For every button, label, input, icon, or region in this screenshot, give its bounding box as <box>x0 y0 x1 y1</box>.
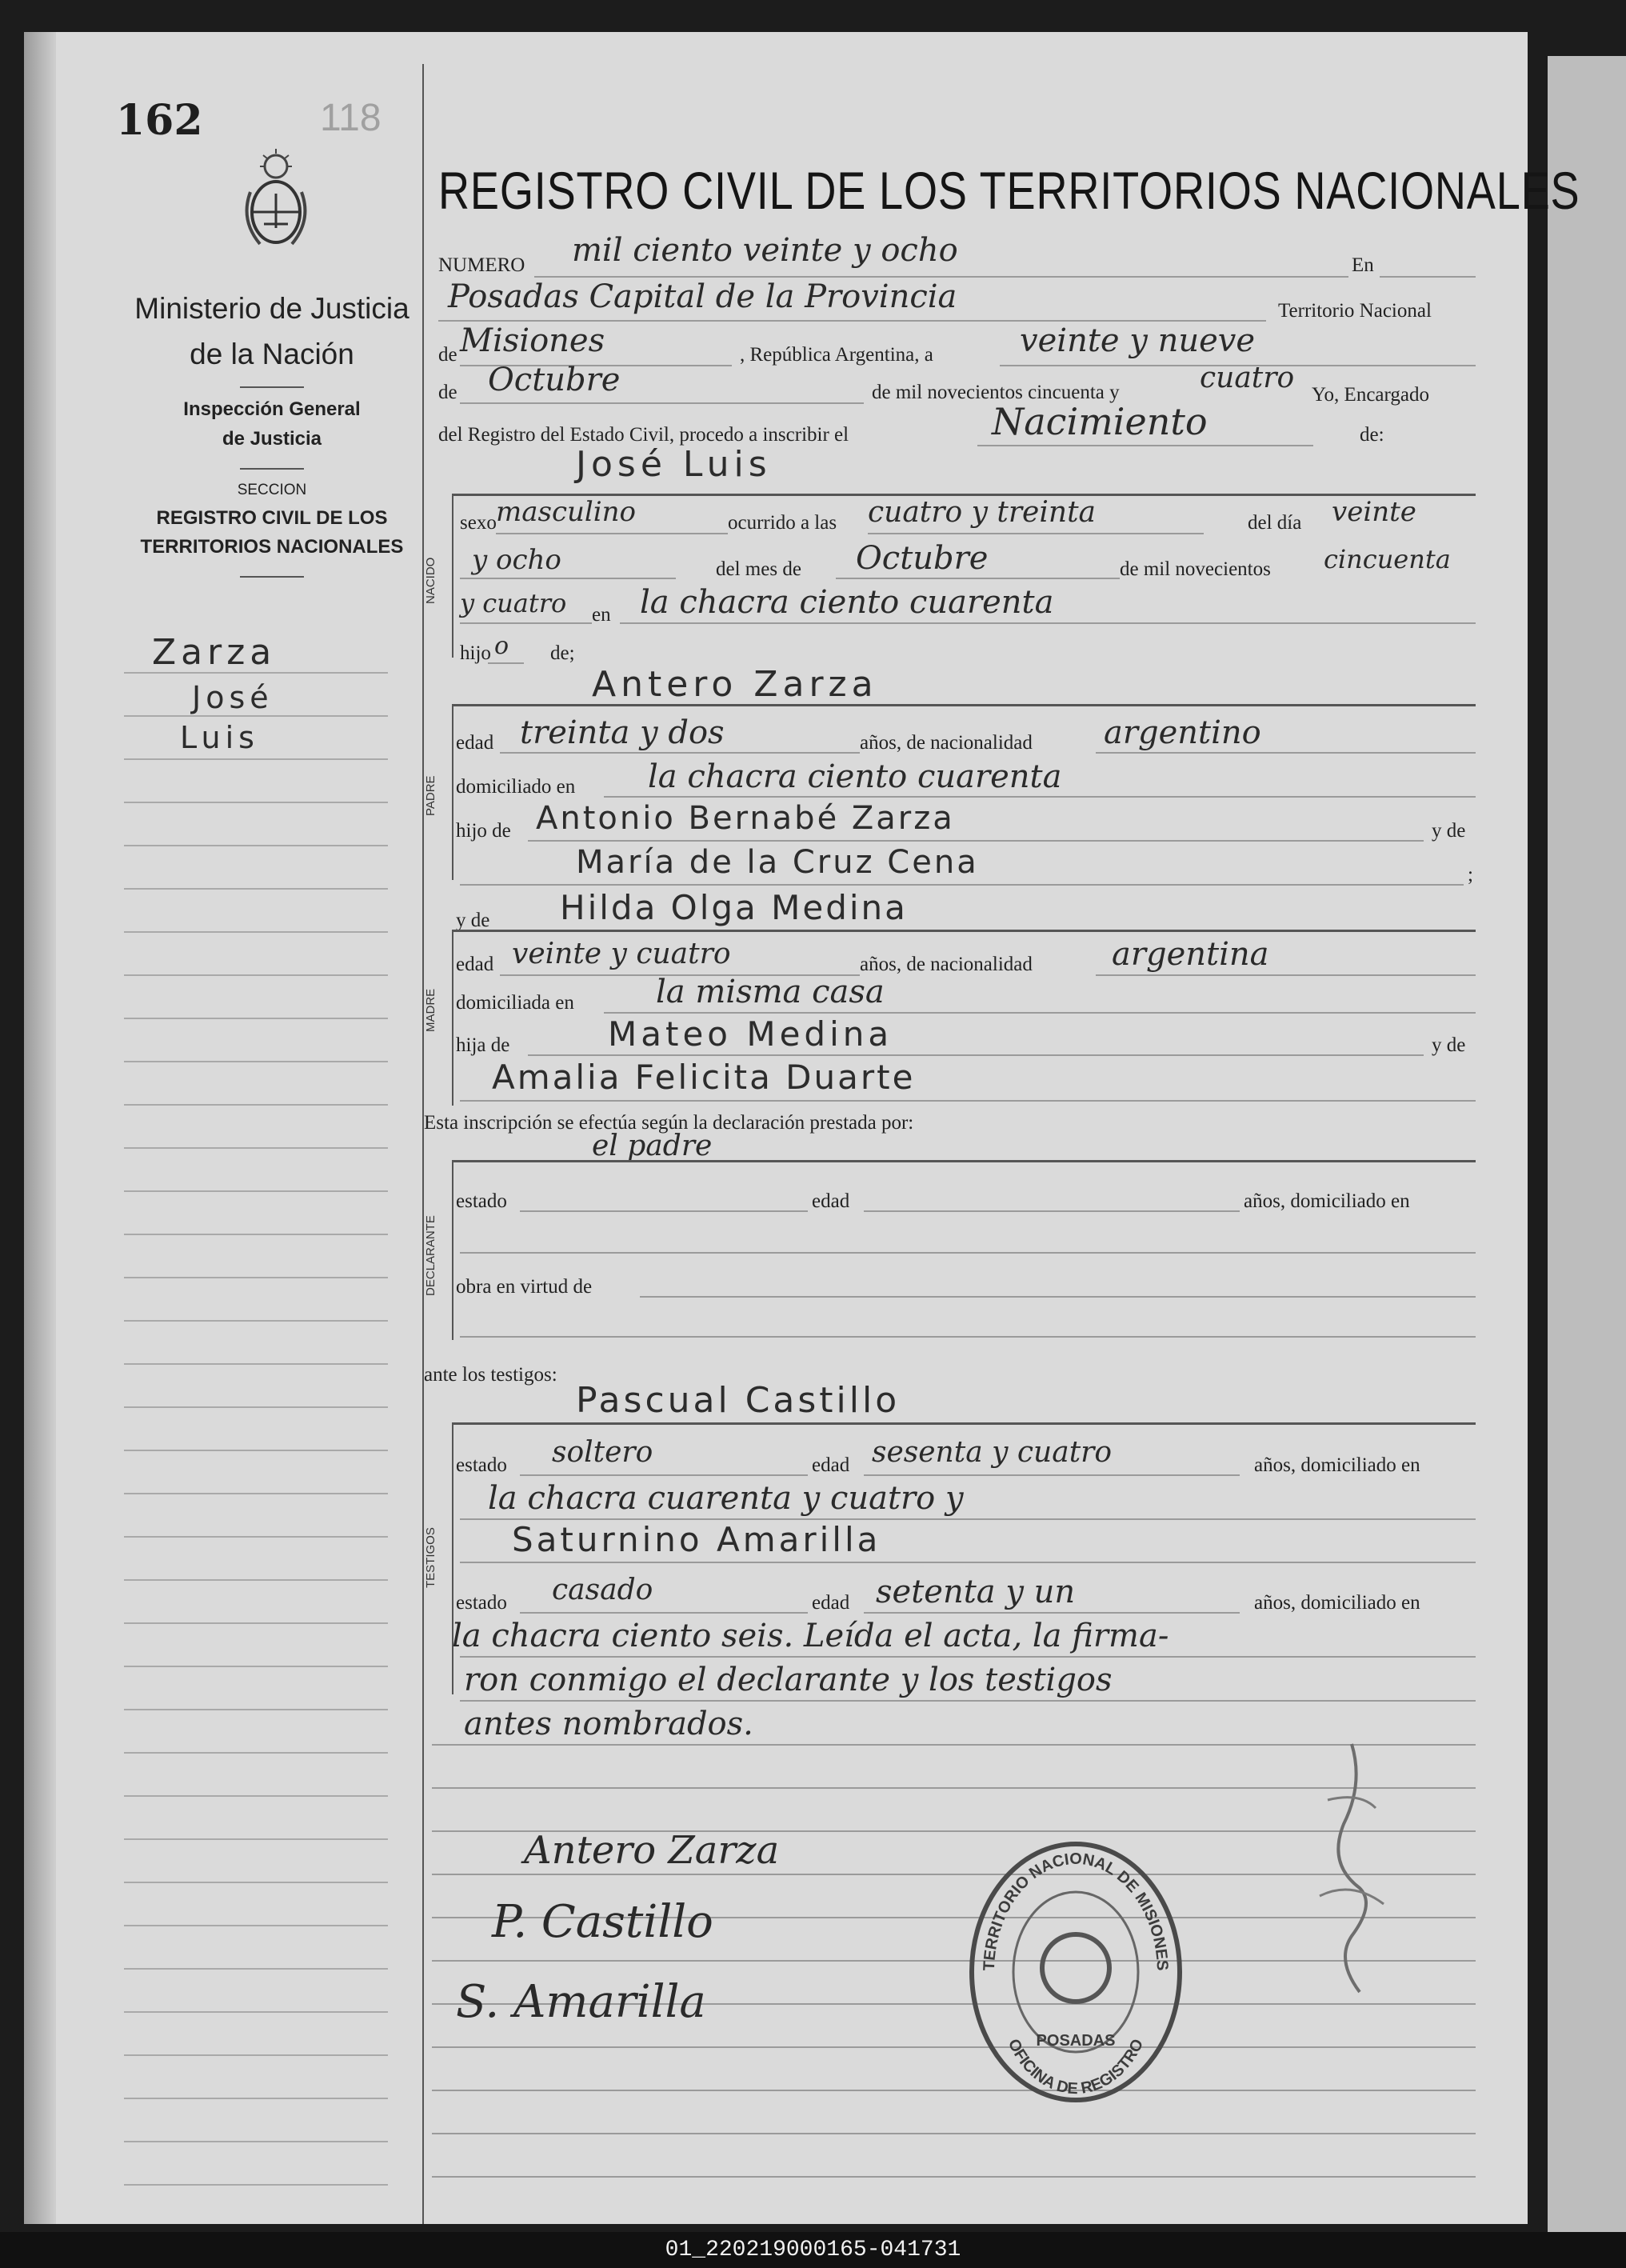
t1-estado-line <box>520 1474 808 1476</box>
nacido-side-label: NACIDO <box>424 557 437 604</box>
signature-testigo2: S. Amarilla <box>456 1976 706 2028</box>
domiciliado-padre-label: domiciliado en <box>456 776 576 798</box>
lugar-nac-line <box>620 622 1476 624</box>
padre-side-label: PADRE <box>424 775 437 816</box>
encargado-signature <box>1296 1736 1400 2024</box>
margin-rule-line <box>124 1622 388 1624</box>
facing-page-edge <box>1548 56 1626 2232</box>
sexo-value: masculino <box>496 496 637 528</box>
obra-label: obra en virtud de <box>456 1276 593 1298</box>
page-number: 162 <box>116 96 203 145</box>
margin-surname: Zarza <box>152 632 277 673</box>
de-label-2: de <box>438 382 457 403</box>
margin-rule-line <box>124 1320 388 1322</box>
declarante-value: el padre <box>592 1130 713 1162</box>
margin-rule-line <box>124 1234 388 1235</box>
padre-nac-line <box>1096 752 1476 754</box>
edad-madre-label: edad <box>456 954 494 975</box>
declarante-top-line <box>452 1160 1476 1162</box>
t2-edad-line <box>864 1612 1240 1614</box>
nombre-value: José Luis <box>576 444 772 485</box>
padre-dom-line <box>604 796 1476 798</box>
margin-name1: José <box>192 680 274 715</box>
cierre3-value: antes nombrados. <box>464 1706 753 1742</box>
cierre1-value: la chacra ciento seis. Leída el acta, la firma- <box>452 1618 1169 1654</box>
signature-rule-line <box>432 2176 1476 2178</box>
testigo2-value: Saturnino Amarilla <box>512 1520 881 1559</box>
mes-acta-line <box>460 402 864 404</box>
hijo-suffix-value: o <box>494 632 509 660</box>
madre-edad-value: veinte y cuatro <box>512 938 731 970</box>
stamp-top-text: TERRITORIO NACIONAL DE MISIONES <box>980 1850 1172 1971</box>
margin-rule-line <box>124 2011 388 2013</box>
mes-nac-line <box>836 578 1120 579</box>
signature-padre: Antero Zarza <box>524 1828 780 1873</box>
cierre1-line <box>460 1656 1476 1658</box>
margin-rule-line <box>124 1925 388 1926</box>
padre-bracket <box>452 704 453 880</box>
margin-rule-line <box>124 1406 388 1408</box>
madre-nac-line <box>1096 974 1476 976</box>
margin-rule-line <box>124 1666 388 1667</box>
stamp-bottom-text: OFICINA DE REGISTRO <box>1004 2036 1148 2098</box>
y-de-padre-label: y de <box>1432 820 1466 842</box>
ante-testigos-label: ante los testigos: <box>424 1364 557 1386</box>
madre-bracket <box>452 930 453 1106</box>
declarante-bracket <box>452 1160 453 1340</box>
cierre2-value: ron conmigo el declarante y los testigos <box>464 1662 1113 1698</box>
margin-rule-line <box>124 715 388 717</box>
madre-madre-value: Amalia Felicita Duarte <box>492 1058 916 1097</box>
madre-side-label: MADRE <box>424 988 437 1032</box>
signature-rule-line <box>432 2090 1476 2091</box>
margin-rule-line <box>124 1536 388 1538</box>
margin-rule-line <box>124 974 388 976</box>
estado-decl-label: estado <box>456 1190 507 1212</box>
margin-rule-line <box>124 758 388 760</box>
official-stamp <box>964 1836 1188 2108</box>
hijo-label: hijo <box>460 642 491 664</box>
de-label: de <box>438 344 457 366</box>
margin-rule-line <box>124 888 388 890</box>
y-de-madre2-label: y de <box>1432 1034 1466 1056</box>
edad-t2-label: edad <box>812 1592 850 1614</box>
margin-rule-line <box>124 1838 388 1840</box>
madre-dom-value: la misma casa <box>656 974 885 1010</box>
margin-divider <box>422 64 424 2224</box>
madre-nombre-value: Hilda Olga Medina <box>560 888 908 927</box>
margin-rule-line <box>124 1968 388 1970</box>
estado-t1-label: estado <box>456 1454 507 1476</box>
obra-line2 <box>460 1336 1476 1338</box>
ministry-line2: de la Nación <box>190 338 354 370</box>
padre-edad-line <box>500 752 860 754</box>
margin-rule-line <box>124 1277 388 1278</box>
dia-nac2-line <box>460 578 676 579</box>
padre-edad-value: treinta y dos <box>520 714 725 751</box>
testigos-top-line <box>452 1422 1476 1425</box>
dia-nac-value: veinte <box>1332 496 1416 528</box>
t1-dom-value: la chacra cuarenta y cuatro y <box>488 1480 964 1517</box>
del-mes-label: del mes de <box>716 558 801 580</box>
margin-rule-line <box>124 2054 388 2056</box>
hora-line <box>868 533 1204 534</box>
margin-rule-line <box>124 1018 388 1019</box>
margin-rule-line <box>124 802 388 803</box>
padre-nombre-value: Antero Zarza <box>592 664 878 705</box>
margin-rule-line <box>124 672 388 674</box>
hija-de-label: hija de <box>456 1034 510 1056</box>
yo-encargado-label: Yo, Encargado <box>1312 384 1429 406</box>
anos-dom-decl-label: años, domiciliado en <box>1244 1190 1410 1212</box>
ocurrido-label: ocurrido a las <box>728 512 837 534</box>
margin-rule-line <box>124 1752 388 1754</box>
signature-testigo1: P. Castillo <box>492 1896 713 1948</box>
y-de-madre-label: y de <box>456 910 490 931</box>
padre-madre-line <box>460 884 1464 886</box>
numero-value: mil ciento veinte y ocho <box>572 232 958 269</box>
margin-rule-line <box>124 1882 388 1883</box>
registro-divider <box>240 576 304 578</box>
registro-line2: TERRITORIOS NACIONALES <box>140 536 404 558</box>
anos-dom-t2-label: años, domiciliado en <box>1254 1592 1420 1614</box>
dia-acta-value: veinte y nueve <box>1020 322 1256 359</box>
de-mil-label: de mil novecientos cincuenta y <box>872 382 1120 403</box>
madre-top-line <box>452 930 1476 932</box>
domiciliada-label: domiciliada en <box>456 992 574 1014</box>
inspeccion-line2: de Justicia <box>222 428 322 450</box>
t2-edad-value: setenta y un <box>876 1574 1076 1610</box>
testigos-side-label: TESTIGOS <box>424 1527 437 1588</box>
cierre2-line <box>460 1700 1476 1702</box>
acto-line <box>977 445 1313 446</box>
republica-label: , República Argentina, a <box>740 344 933 366</box>
decl-dom-line <box>460 1252 1476 1254</box>
mes-nac-value: Octubre <box>856 540 989 577</box>
edad-padre-label: edad <box>456 732 494 754</box>
territorio-value: Misiones <box>460 322 605 359</box>
svg-text:TERRITORIO NACIONAL DE MISIONE <box>981 1850 1171 1971</box>
en-label: En <box>1352 254 1374 276</box>
hijo-de-label: hijo de <box>456 820 511 842</box>
seccion-label: SECCION <box>237 482 307 498</box>
t1-edad-line <box>864 1474 1240 1476</box>
lugar-value: Posadas Capital de la Provincia <box>448 278 957 315</box>
madre-nac-value: argentina <box>1112 936 1269 973</box>
margin-rule-line <box>124 1493 388 1494</box>
margin-rule-line <box>124 1795 388 1797</box>
numero-line <box>534 276 1348 278</box>
t1-estado-value: soltero <box>552 1436 653 1469</box>
margin-rule-line <box>124 1579 388 1581</box>
madre-padre-line <box>528 1054 1424 1056</box>
margin-rule-line <box>124 1450 388 1451</box>
registro-line1: REGISTRO CIVIL DE LOS <box>156 507 388 529</box>
sexo-line <box>496 533 728 534</box>
pencil-note: 118 <box>320 97 382 139</box>
de-semicolon-label: de; <box>550 642 575 664</box>
signature-rule-line <box>432 2133 1476 2134</box>
margin-rule-line <box>124 1147 388 1149</box>
padre-nac-value: argentino <box>1104 714 1261 751</box>
edad-decl-line <box>864 1210 1240 1212</box>
madre-madre-line <box>460 1100 1476 1102</box>
edad-decl-label: edad <box>812 1190 850 1212</box>
margin-rule-line <box>124 845 388 846</box>
estado-t2-label: estado <box>456 1592 507 1614</box>
territorio-label: Territorio Nacional <box>1278 300 1432 322</box>
lugar-line <box>438 320 1266 322</box>
acto-value: Nacimiento <box>992 400 1208 443</box>
t1-edad-value: sesenta y cuatro <box>872 1436 1113 1469</box>
coat-of-arms-icon <box>236 144 316 256</box>
en-nac-label: en <box>592 604 611 626</box>
margin-rule-line <box>124 2098 388 2099</box>
testigo2-line <box>460 1562 1476 1563</box>
stamp-center-text: POSADAS <box>1036 2032 1116 2050</box>
esta-inscripcion-label: Esta inscripción se efectúa según la declaración prestada por: <box>424 1112 914 1134</box>
hora-value: cuatro y treinta <box>868 496 1096 529</box>
margin-rule-line <box>124 931 388 933</box>
document-title: REGISTRO CIVIL DE LOS TERRITORIOS NACIONALES <box>438 161 1580 220</box>
ministry-line1: Ministerio de Justicia <box>134 292 409 325</box>
margin-rule-line <box>124 1709 388 1710</box>
margin-rule-line <box>124 1104 388 1106</box>
margin-rule-line <box>124 1363 388 1365</box>
estado-decl-line <box>520 1210 808 1212</box>
t2-estado-value: casado <box>552 1574 653 1606</box>
anio-acta-value: cuatro <box>1200 362 1295 394</box>
anos-nac-madre-label: años, de nacionalidad <box>860 954 1033 975</box>
page-binding-shadow <box>24 32 56 2224</box>
hijo-suffix-line <box>488 662 524 664</box>
anio-nac2-value: y cuatro <box>460 588 567 618</box>
padre-dom-value: la chacra ciento cuarenta <box>648 758 1062 795</box>
madre-padre-value: Mateo Medina <box>608 1014 893 1054</box>
inspeccion-divider <box>240 468 304 470</box>
padre-top-line <box>452 704 1476 706</box>
obra-line <box>640 1296 1476 1298</box>
margin-name2: Luis <box>180 720 259 755</box>
anio-nac-value: cincuenta <box>1324 544 1451 574</box>
image-footer-label: 01_220219000165-041731 <box>0 2232 1626 2268</box>
padre-madre-value: María de la Cruz Cena <box>576 844 979 881</box>
declarante-side-label: DECLARANTE <box>424 1215 437 1296</box>
edad-t1-label: edad <box>812 1454 850 1476</box>
dia-nac2-value: y ocho <box>472 544 561 576</box>
sexo-label: sexo <box>460 512 497 534</box>
de-colon-label: de: <box>1360 424 1384 446</box>
nacido-bracket <box>452 494 453 658</box>
ministry-divider <box>240 386 304 388</box>
margin-rule-line <box>124 1190 388 1192</box>
semicolon-label: ; <box>1468 864 1473 886</box>
en-line <box>1380 276 1476 278</box>
testigo1-value: Pascual Castillo <box>576 1380 901 1421</box>
inspeccion-line1: Inspección General <box>183 398 361 420</box>
signature-rule-line <box>432 2046 1476 2048</box>
del-registro-label: del Registro del Estado Civil, procedo a inscribir el <box>438 424 849 446</box>
mes-acta-value: Octubre <box>488 362 621 398</box>
padre-padre-line <box>528 840 1424 842</box>
padre-padre-value: Antonio Bernabé Zarza <box>536 800 955 837</box>
margin-rule-line <box>124 1061 388 1062</box>
madre-dom-line <box>604 1012 1476 1014</box>
margin-rule-line <box>124 2141 388 2142</box>
anio-nac2-line <box>460 622 592 624</box>
de-mil-nac-label: de mil novecientos <box>1120 558 1271 580</box>
margin-rule-line <box>124 2184 388 2186</box>
numero-label: NUMERO <box>438 254 525 276</box>
lugar-nac-value: la chacra ciento cuarenta <box>640 584 1054 621</box>
anos-nac-padre-label: años, de nacionalidad <box>860 732 1033 754</box>
t2-estado-line <box>520 1612 808 1614</box>
anos-dom-t1-label: años, domiciliado en <box>1254 1454 1420 1476</box>
del-dia-label: del día <box>1248 512 1302 534</box>
